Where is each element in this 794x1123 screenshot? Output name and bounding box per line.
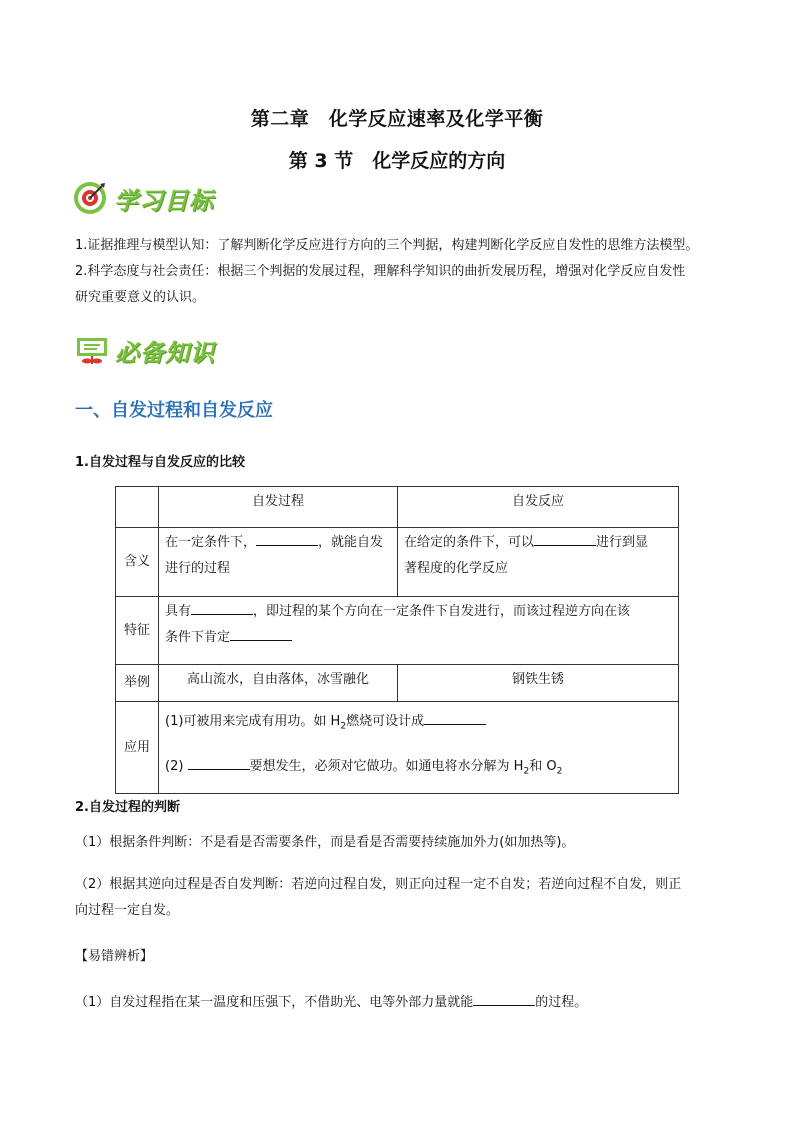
example-process-cell: 高山流水，自由落体，冰雪融化: [159, 665, 398, 702]
fill-blank[interactable]: [473, 990, 535, 1006]
meaning-reaction-text-a: 在给定的条件下，可以: [404, 535, 535, 550]
example-reaction-cell: 钢铁生锈: [398, 665, 679, 702]
table-header-reaction: 自发反应: [398, 487, 679, 528]
application-2-text-b: 要想发生，必须对它做功。如通电将水分解为 H: [249, 758, 524, 774]
meaning-process-text-a: 在一定条件下，: [165, 535, 257, 550]
feature-text-a: 具有: [165, 604, 192, 619]
feature-cell: [159, 597, 679, 665]
section-heading: 一、自发过程和自发反应: [75, 400, 273, 421]
table-row: [116, 597, 679, 665]
application-line-2: [165, 747, 672, 792]
objective-2-line1: 2.科学态度与社会责任：根据三个判据的发展过程，理解科学知识的曲折发展历程，增强对化学反应自发性: [75, 264, 686, 279]
objective-1: 1.证据推理与模型认知：了解判断化学反应进行方向的三个判据，构建判断化学反应自发性的思维方法模型。: [75, 238, 699, 253]
fill-blank[interactable]: [191, 599, 253, 615]
application-2-text-a: (2): [165, 758, 188, 774]
table-corner-cell: [116, 487, 159, 528]
table-row: [116, 702, 679, 794]
row-label-example: 举例: [116, 665, 159, 702]
chapter-title: 第二章 化学反应速率及化学平衡: [250, 108, 544, 130]
judgement-2-line1: （2）根据其逆向过程是否自发判断：若逆向过程自发，则正向过程一定不自发；若逆向过程不自发，则正: [75, 877, 682, 892]
fill-blank[interactable]: [534, 530, 596, 546]
fill-blank[interactable]: [256, 530, 318, 546]
objective-2-line2: 研究重要意义的认识。: [75, 290, 206, 305]
meaning-process-text-c: 进行的过程: [165, 561, 231, 576]
mistake-1: [75, 990, 735, 1016]
meaning-process-cell: [159, 528, 398, 597]
subscript: 2: [556, 766, 563, 777]
knowledge-badge-label: 必备知识: [115, 339, 215, 367]
application-2-text-c: 和 O: [529, 758, 557, 774]
subscript: 2: [340, 721, 347, 732]
row-label-feature: 特征: [116, 597, 159, 665]
subheading-judgement: 2.自发过程的判断: [75, 800, 180, 815]
fill-blank[interactable]: [230, 625, 292, 641]
judgement-1: （1）根据条件判断：不是看是否需要条件，而是看是否需要持续施加外力(如加热等)。: [75, 835, 575, 850]
knowledge-badge: [75, 333, 215, 368]
row-label-meaning: 含义: [116, 528, 159, 597]
meaning-process-text-b: ，就能自发: [318, 535, 384, 550]
table-row: [116, 528, 679, 597]
table-header-process: 自发过程: [159, 487, 398, 528]
feature-text-c: 条件下肯定: [165, 630, 231, 645]
fill-blank[interactable]: [188, 754, 250, 770]
application-1-text-a: (1)可被用来完成有用功。如 H: [165, 714, 341, 729]
application-1-text-b: 燃烧可设计成: [346, 714, 425, 729]
table-header-row: [116, 487, 679, 528]
application-line-1: [165, 702, 672, 747]
target-icon: [72, 180, 108, 216]
objectives-badge-label: 学习目标: [114, 186, 214, 215]
row-label-application: 应用: [116, 702, 159, 794]
mistake-1-text-b: 的过程。: [535, 995, 588, 1010]
subscript: 2: [523, 766, 530, 777]
meaning-reaction-cell: [398, 528, 679, 597]
objectives-badge: [72, 180, 214, 216]
mistake-1-text-a: （1）自发过程指在某一温度和压强下，不借助光、电等外部力量就能: [75, 995, 474, 1010]
book-sprout-icon: [75, 334, 109, 368]
mistakes-title: 【易错辨析】: [75, 949, 154, 964]
meaning-reaction-text-c: 著程度的化学反应: [404, 561, 509, 576]
application-cell: [159, 702, 679, 794]
subheading-comparison: 1.自发过程与自发反应的比较: [75, 455, 245, 470]
judgement-2-line2: 向过程一定自发。: [75, 903, 180, 918]
comparison-table: [115, 486, 679, 794]
section-title: 第 3 节 化学反应的方向: [288, 150, 506, 172]
table-row: [116, 665, 679, 702]
fill-blank[interactable]: [424, 709, 486, 725]
meaning-reaction-text-b: 进行到显: [596, 535, 649, 550]
feature-text-b: ，即过程的某个方向在一定条件下自发进行，而该过程逆方向在该: [253, 604, 631, 619]
